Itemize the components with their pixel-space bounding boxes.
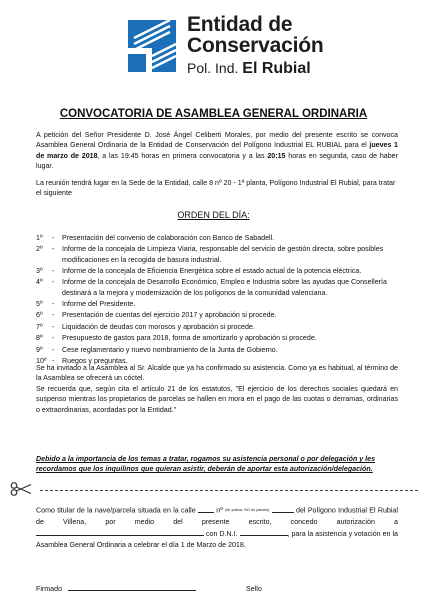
- agenda-item-number: 8º: [36, 334, 43, 343]
- stamp-label: Sello: [246, 585, 262, 593]
- agenda-item-text: Liquidación de deudas con morosos y aprobación si procede.: [62, 322, 255, 331]
- intro-text-a: A petición del Señor Presidente D. José Ángel Celiberti Morales, por medio del presente escrito se convoca Asamblea General Ordinaria de la Entidad de Conservación del Polígono Industrial EL RUBIAL para el: [36, 131, 398, 150]
- agenda-item: [36, 333, 398, 343]
- logo-line-2: Conservación: [187, 34, 324, 57]
- agenda-item: [36, 266, 398, 276]
- form-text-d: con D.N.I.: [205, 529, 238, 538]
- agenda-item: [36, 233, 398, 243]
- agenda-item: [36, 345, 398, 355]
- cut-line-row: [10, 484, 420, 496]
- agenda-item-text: Informe de la concejala de Limpieza Viaria, responsable del servicio de gestión directa, sobre posibles modificaciones en la recogida de basura industrial.: [62, 245, 384, 264]
- agenda-item-text: Presentación del convenio de colaboración con Banco de Sabadell.: [62, 234, 275, 242]
- agenda-list: [36, 233, 398, 367]
- agenda-item-text: Ruegos y preguntas.: [62, 356, 128, 365]
- location-paragraph: [36, 178, 398, 199]
- form-text-e: , para la asistencia y votación en la Asamblea General Ordinaria a celebrar el día 1 de Marzo de 2018.: [36, 529, 398, 550]
- mayor-note: Se ha invitado a la Asamblea al Sr. Alcalde que ya ha confirmado su asistencia. Como ya es habitual, al término de la Asamblea se ofrecerá un cóctel.: [36, 364, 398, 383]
- authorization-form: [36, 505, 398, 552]
- number-field[interactable]: [272, 512, 294, 513]
- agenda-item-dash: -: [52, 334, 55, 343]
- intro-text-c: horas en segunda, caso de haber lugar.: [36, 151, 398, 171]
- authorized-person-field[interactable]: [36, 535, 204, 536]
- meeting-date: jueves 1 de marzo de 2018: [36, 141, 398, 160]
- logo-mark: [122, 14, 182, 78]
- logo-line-3: [187, 60, 311, 78]
- agenda-item-dash: -: [52, 245, 55, 254]
- agenda-item-dash: -: [52, 345, 55, 354]
- signature-field: [36, 585, 196, 593]
- agenda-item-number: 10º: [36, 356, 47, 365]
- emphasis-text: Debido a la importancia de los temas a tratar, rogamos su asistencia personal o por delegación y les recordamos que los inquilinos que quieran asistir, deberán de aportar esta autorización/delegación.: [36, 455, 376, 474]
- form-text-b: nº: [216, 506, 223, 515]
- dni-field[interactable]: [240, 535, 288, 536]
- agenda-item-dash: -: [52, 356, 55, 365]
- form-text-b-small: (de policía, NO de parcela): [225, 508, 270, 512]
- agenda-item: [36, 277, 398, 297]
- agenda-item-text: Informe de la concejala de Eficiencia Energética sobre el estado actual de la potencia eléctrica.: [62, 266, 362, 275]
- emphasis-paragraph: [36, 454, 398, 475]
- agenda-item: [36, 322, 398, 332]
- location-text: La reunión tendrá lugar en la Sede de la Entidad, calle 8 nº 20 - 1ª planta, Polígono Industrial El Rubial, para tratar el siguiente: [36, 179, 396, 198]
- agenda-item-number: 5º: [36, 299, 43, 308]
- agenda-item-text: Presentación de cuentas del ejercicio 2017 y aprobación si procede.: [62, 311, 277, 320]
- agenda-item-text: Presupuesto de gastos para 2018, forma de amortizarlo y aprobación si procede.: [62, 334, 317, 343]
- agenda-item-number: 2º: [36, 245, 43, 254]
- agenda-item-number: 7º: [36, 322, 43, 331]
- second-call-time: 20:15: [267, 151, 286, 160]
- notes-section: [36, 363, 398, 415]
- form-text-c: del Polígono Industrial El Rubial de Villena, por medio del presente escrito, concedo autorización a: [36, 506, 398, 527]
- agenda-item-text: Informe del Presidente.: [62, 299, 136, 308]
- agenda-item-number: 6º: [36, 311, 43, 320]
- agenda-item-dash: -: [52, 266, 55, 275]
- agenda-item-text: Cese reglamentario y nuevo nombramiento de la Junta de Gobierno.: [62, 345, 278, 354]
- entity-logo: [122, 12, 322, 82]
- agenda-heading: ORDEN DEL DÍA:: [177, 210, 250, 220]
- scissors-icon: [10, 482, 32, 496]
- firmado-label: Firmado: [36, 585, 63, 593]
- agenda-item-dash: -: [52, 278, 55, 287]
- logo-line-1: Entidad de: [187, 13, 293, 36]
- document-title: CONVOCATORIA DE ASAMBLEA GENERAL ORDINARIA: [59, 108, 368, 120]
- agenda-item-number: 4º: [36, 278, 43, 287]
- agenda-item: [36, 244, 398, 264]
- agenda-item-number: 9º: [36, 345, 43, 354]
- agenda-item-number: 3º: [36, 266, 43, 275]
- intro-paragraph: [36, 130, 398, 172]
- agenda-item-dash: -: [52, 299, 55, 308]
- dashed-cut-line: [40, 490, 418, 491]
- agenda-item-dash: -: [52, 234, 55, 242]
- logo-line-3-a: Pol. Ind.: [187, 60, 239, 76]
- intro-text-b: , a las 19:45 horas en primera convocatoria y a las: [97, 151, 268, 160]
- street-field[interactable]: [198, 512, 214, 513]
- agenda-item: [36, 310, 398, 320]
- signature-line[interactable]: [68, 590, 196, 591]
- agenda-item-number: 1º: [36, 234, 43, 242]
- logo-line-3-b: El Rubial: [242, 60, 311, 77]
- agenda-item-dash: -: [52, 311, 55, 320]
- agenda-item: [36, 299, 398, 309]
- agenda-item-text: Informe de la concejala de Desarrollo Económico, Empleo e Industria sobre las ayudas que Consellería destinará a la mejora y modernización de los polígonos de la comunidad valenciana.: [62, 278, 387, 297]
- statutes-note: Se recuerda que, según cita el artículo 21 de los estatutos, "El ejercicio de los derechos sociales quedará en suspenso mientras los propietarios de parcelas se hallen en mora en el pago de las cuotas o derramas, ordinarias o extraordinarias, acordadas por la Entidad.": [36, 384, 398, 414]
- form-text-a: Como titular de la nave/parcela situada en la calle: [36, 506, 196, 515]
- agenda-item-dash: -: [52, 322, 55, 331]
